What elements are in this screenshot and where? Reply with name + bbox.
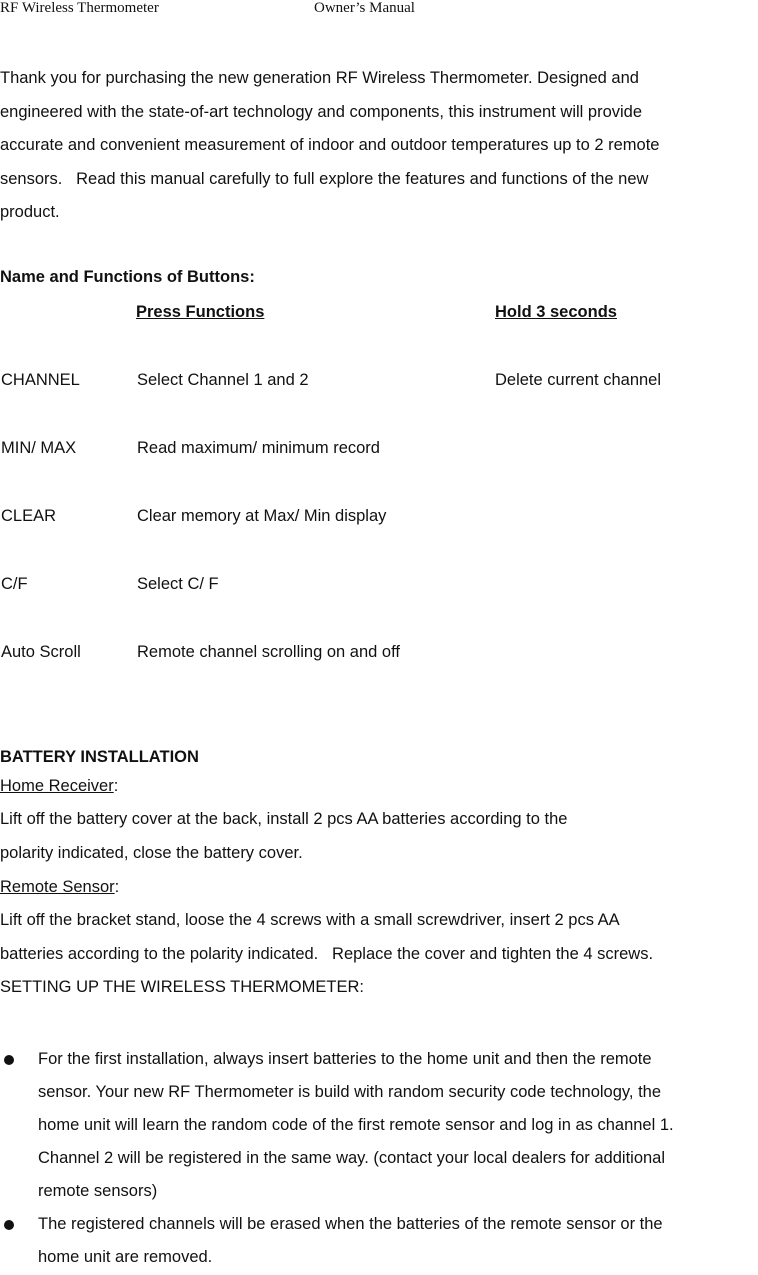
intro-line: accurate and convenient measurement of indoor and outdoor temperatures up to 2 remote (0, 136, 660, 154)
button-name: CHANNEL (1, 371, 80, 389)
button-hold-function: Delete current channel (495, 371, 662, 389)
battery-section-title: BATTERY INSTALLATION (0, 748, 199, 766)
bullet-line: Channel 2 will be registered in the same way. (contact your local dealers for additional (38, 1149, 666, 1167)
button-row-channel (0, 371, 755, 395)
header-manual-label: Owner’s Manual (314, 0, 415, 16)
remote-sensor-line: batteries according to the polarity indicated. Replace the cover and tighten the 4 screws. (0, 944, 654, 963)
battery-installation-section (0, 745, 755, 1004)
intro-line: Thank you for purchasing the new generation RF Wireless Thermometer. Designed and (0, 69, 639, 87)
bullet-dot-icon (4, 1220, 14, 1230)
home-receiver-label-line: Home Receiver: (0, 777, 119, 795)
header-product-title: RF Wireless Thermometer (0, 0, 159, 16)
button-name: C/F (1, 575, 28, 593)
bullet-line: home unit will learn the random code of the first remote sensor and log in as channel 1. (38, 1116, 674, 1134)
bullet-dot-icon (4, 1055, 14, 1065)
bullet-item (0, 1208, 758, 1274)
setting-up-title: SETTING UP THE WIRELESS THERMOMETER: (0, 978, 364, 996)
setup-bullet-list (0, 1043, 758, 1274)
remote-sensor-label: Remote Sensor (0, 878, 115, 896)
button-row-c-f (0, 575, 755, 599)
button-name: CLEAR (1, 507, 57, 525)
home-receiver-line: polarity indicated, close the battery cover. (0, 843, 303, 862)
buttons-section-title: Name and Functions of Buttons: (0, 268, 255, 286)
bullet-line: For the first installation, always insert batteries to the home unit and then the remote (38, 1050, 652, 1068)
hold-3-seconds-heading: Hold 3 seconds (495, 303, 617, 321)
button-press-function: Select C/ F (137, 575, 219, 593)
button-name: Auto Scroll (1, 643, 81, 661)
button-press-function: Remote channel scrolling on and off (137, 643, 400, 661)
page-header (0, 0, 758, 20)
remote-sensor-label-line: Remote Sensor: (0, 878, 120, 896)
button-row-min-max (0, 439, 755, 463)
remote-sensor-line: Lift off the bracket stand, loose the 4 screws with a small screwdriver, insert 2 pcs AA (0, 911, 620, 929)
bullet-line: The registered channels will be erased when the batteries of the remote sensor or the (38, 1215, 663, 1233)
button-press-function: Select Channel 1 and 2 (137, 371, 309, 389)
press-functions-heading: Press Functions (136, 303, 265, 321)
intro-line: engineered with the state-of-art technology and components, this instrument will provide (0, 102, 643, 121)
button-row-clear (0, 507, 755, 531)
button-press-function: Read maximum/ minimum record (137, 439, 380, 457)
button-press-function: Clear memory at Max/ Min display (137, 507, 387, 525)
intro-line: sensors. Read this manual carefully to full explore the features and functions of the new (0, 169, 649, 188)
button-row-auto-scroll (0, 643, 755, 667)
bullet-item (0, 1043, 758, 1208)
bullet-line: sensor. Your new RF Thermometer is build with random security code technology, the (38, 1083, 662, 1101)
home-receiver-label: Home Receiver (0, 777, 114, 795)
bullet-line: home unit are removed. (38, 1248, 213, 1266)
home-receiver-line: Lift off the battery cover at the back, install 2 pcs AA batteries according to the (0, 810, 568, 828)
bullet-line: remote sensors) (38, 1182, 158, 1200)
intro-paragraph (0, 62, 755, 230)
button-name: MIN/ MAX (1, 439, 77, 457)
intro-line: product. (0, 203, 60, 221)
